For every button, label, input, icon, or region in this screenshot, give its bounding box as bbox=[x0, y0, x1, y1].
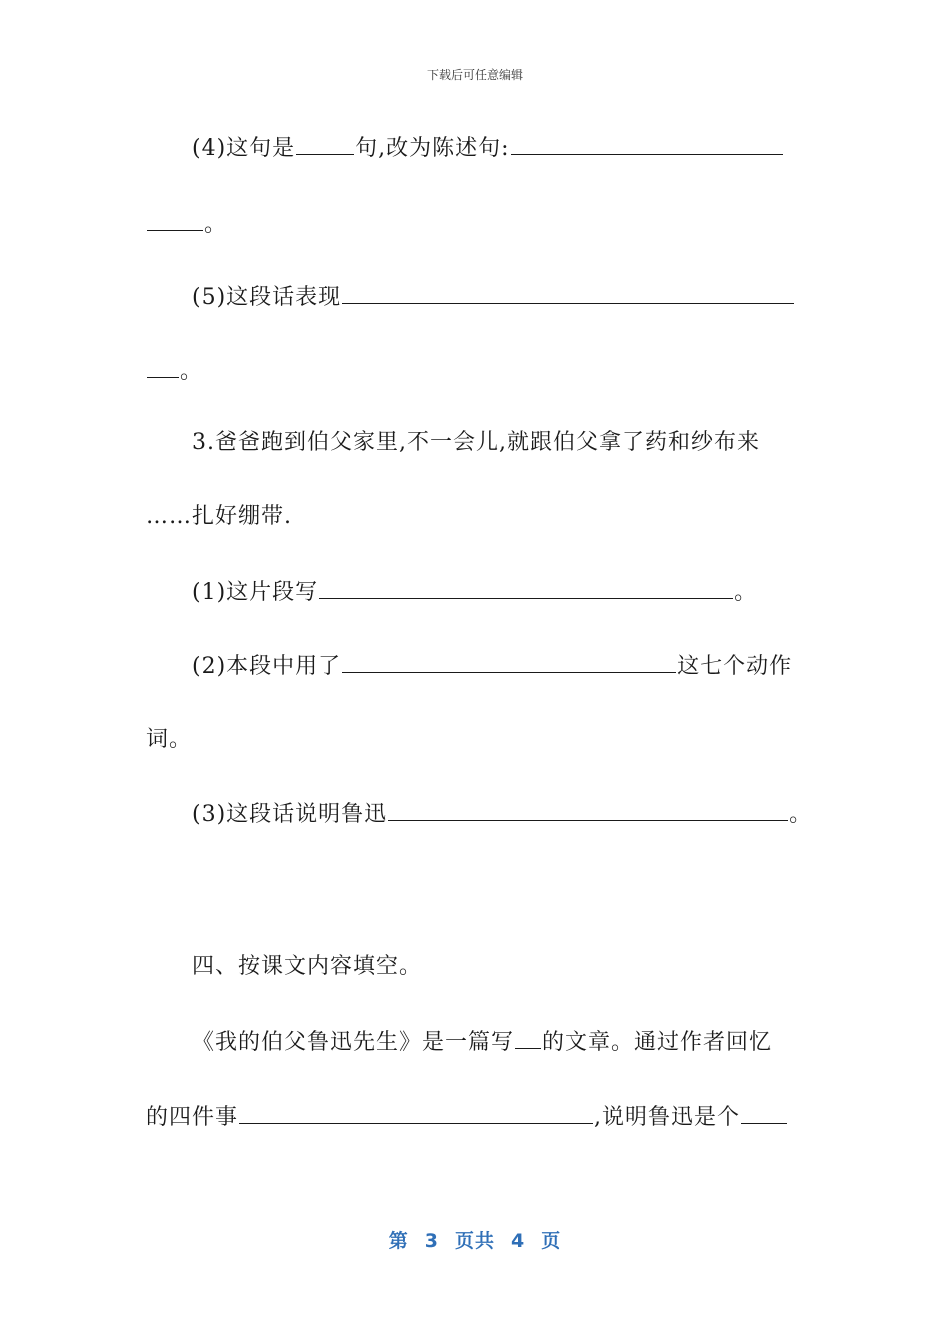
footer-current-page: 3 bbox=[424, 1230, 439, 1252]
fill-line-2-a: 的四件事 bbox=[146, 1105, 239, 1130]
q4-blank-rewrite[interactable] bbox=[511, 132, 783, 155]
q4-blank-type[interactable] bbox=[296, 132, 354, 155]
q4-blank-rewrite-cont[interactable] bbox=[147, 208, 203, 231]
s3-q1-blank[interactable] bbox=[319, 576, 733, 599]
question-5-line bbox=[192, 281, 795, 313]
s3-q3-end: 。 bbox=[789, 802, 813, 827]
q4-middle: 句,改为陈述句: bbox=[355, 136, 510, 161]
q5-blank[interactable] bbox=[342, 281, 794, 304]
fill-blank-2[interactable] bbox=[239, 1101, 593, 1124]
s3-question-3-line bbox=[192, 798, 812, 830]
fill-line-1 bbox=[192, 1026, 772, 1058]
fill-blank-1[interactable] bbox=[515, 1026, 541, 1049]
q4-prefix: (4)这句是 bbox=[192, 136, 296, 161]
s3-q3-prefix: (3)这段话说明鲁迅 bbox=[192, 802, 388, 827]
q5-blank-cont[interactable] bbox=[147, 355, 179, 378]
s3-q2-prefix: (2)本段中用了 bbox=[192, 654, 342, 679]
page-footer bbox=[0, 1226, 950, 1253]
question-5-line-2 bbox=[146, 355, 203, 387]
header-note: 下载后可任意编辑 bbox=[426, 68, 523, 82]
s3-q1-end: 。 bbox=[734, 580, 758, 605]
s3-question-1-line bbox=[192, 576, 757, 608]
s3-q1-prefix: (1)这片段写 bbox=[192, 580, 319, 605]
section-3-passage-line-2: ……扎好绷带. bbox=[146, 504, 292, 529]
section-3-passage-line-1: 3.爸爸跑到伯父家里,不一会儿,就跟伯父拿了药和纱布来 bbox=[192, 430, 760, 455]
footer-label-end: 页 bbox=[541, 1230, 562, 1252]
fill-line-1-b: 的文章。通过作者回忆 bbox=[542, 1030, 773, 1055]
footer-label-of: 页共 bbox=[454, 1230, 495, 1252]
s3-q2-blank[interactable] bbox=[342, 650, 676, 673]
question-4-line-2 bbox=[146, 208, 227, 240]
footer-label-page: 第 bbox=[388, 1230, 409, 1252]
fill-line-1-a: 《我的伯父鲁迅先生》是一篇写 bbox=[192, 1030, 515, 1055]
s3-question-2-line bbox=[192, 650, 792, 682]
question-4-line bbox=[192, 132, 784, 164]
section-4-title: 四、按课文内容填空。 bbox=[192, 954, 423, 979]
s3-q3-blank[interactable] bbox=[388, 798, 788, 821]
fill-line-2 bbox=[146, 1101, 788, 1133]
s3-question-2-line-2: 词。 bbox=[146, 727, 193, 752]
fill-blank-3[interactable] bbox=[741, 1101, 787, 1124]
footer-total-pages: 4 bbox=[511, 1230, 526, 1252]
fill-line-2-b: ,说明鲁迅是个 bbox=[594, 1105, 741, 1130]
s3-q2-suffix: 这七个动作 bbox=[677, 654, 793, 679]
q4-end: 。 bbox=[204, 212, 228, 237]
q5-prefix: (5)这段话表现 bbox=[192, 285, 342, 310]
q5-end: 。 bbox=[180, 359, 204, 384]
